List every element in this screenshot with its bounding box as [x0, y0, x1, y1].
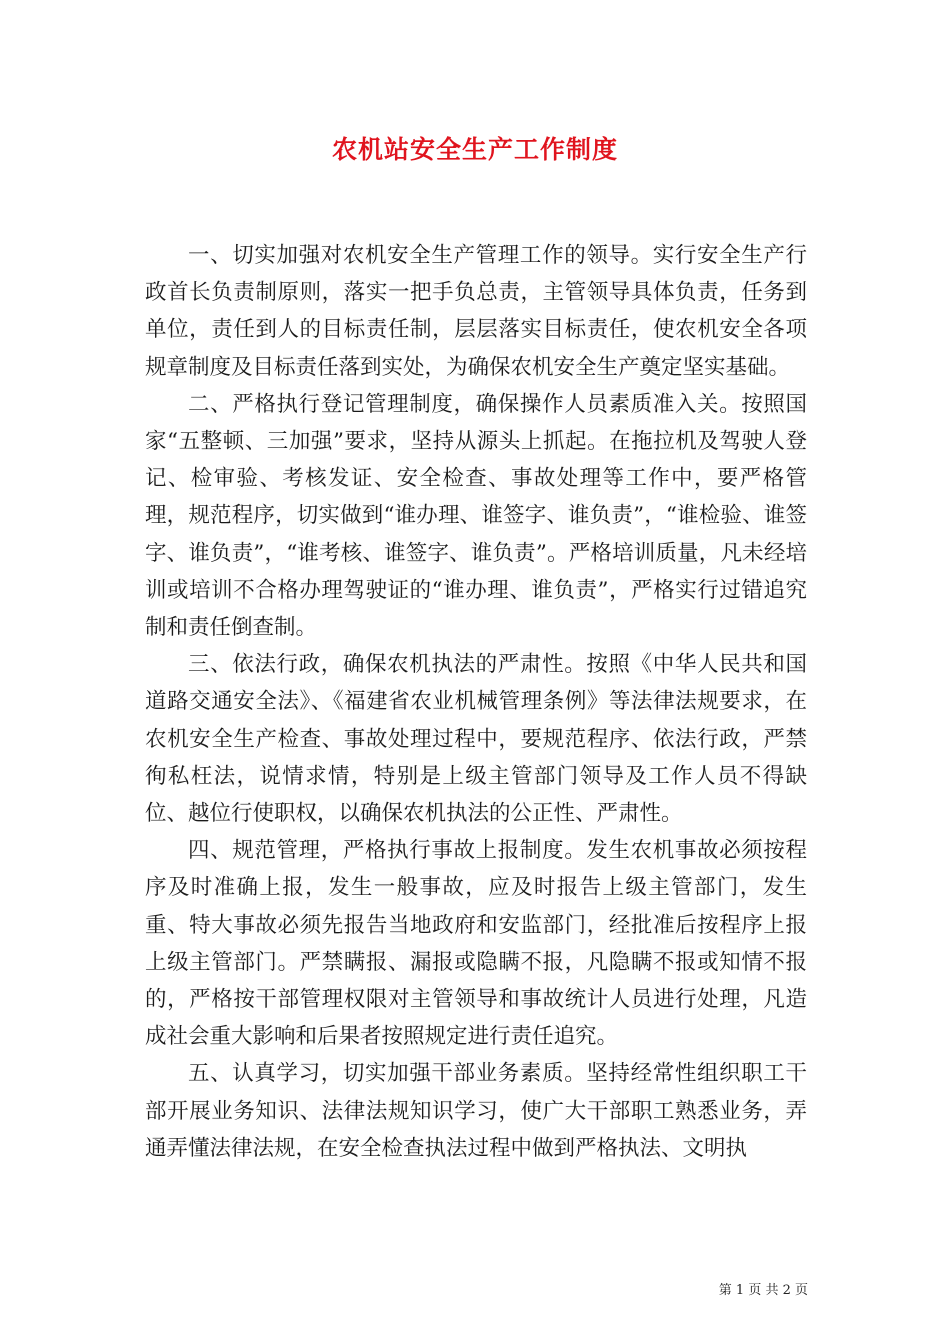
paragraph-1: 一、切实加强对农机安全生产管理工作的领导。实行安全生产行政首长负责制原则，落实一把手负总责，主管领导具体负责，任务到单位，责任到人的目标责任制，层层落实目标责任，使农机安全各项规章制度及目标责任落到实处，为确保农机安全生产奠定坚实基础。	[145, 243, 807, 380]
paragraph-5: 五、认真学习，切实加强干部业务素质。坚持经常性组织职工干部开展业务知识、法律法规知识学习，使广大干部职工熟悉业务，弄通弄懂法律法规，在安全检查执法过程中做到严格执法、文明执	[145, 1061, 807, 1161]
page-number: 第 1 页 共 2 页	[718, 1283, 808, 1298]
paragraph-4: 四、规范管理，严格执行事故上报制度。发生农机事故必须按程序及时准确上报，发生一般事故，应及时报告上级主管部门，发生重、特大事故必须先报告当地政府和安监部门，经批准后按程序上报上级主管部门。严禁瞒报、漏报或隐瞒不报，凡隐瞒不报或知情不报的，严格按干部管理权限对主管领导和事故统计人员进行处理，凡造成社会重大影响和后果者按照规定进行责任追究。	[145, 838, 807, 1050]
document-body	[145, 237, 807, 1167]
document-title: 农机站安全生产工作制度	[331, 135, 618, 164]
paragraph-3: 三、依法行政，确保农机执法的严肃性。按照《中华人民共和国道路交通安全法》、《福建省农业机械管理条例》等法律法规要求，在农机安全生产检查、事故处理过程中，要规范程序、依法行政，严禁徇私枉法，说情求情，特别是上级主管部门领导及工作人员不得缺位、越位行使职权，以确保农机执法的公正性、严肃性。	[145, 652, 807, 827]
paragraph-2: 二、严格执行登记管理制度，确保操作人员素质准入关。按照国家“五整顿、三加强”要求，坚持从源头上抓起。在拖拉机及驾驶人登记、检审验、考核发证、安全检查、事故处理等工作中，要严格管理，规范程序，切实做到“谁办理、谁签字、谁负责”，“谁检验、谁签字、谁负责”，“谁考核、谁签字、谁负责”。严格培训质量，凡未经培训或培训不合格办理驾驶证的“谁办理、谁负责”，严格实行过错追究制和责任倒查制。	[145, 391, 807, 641]
